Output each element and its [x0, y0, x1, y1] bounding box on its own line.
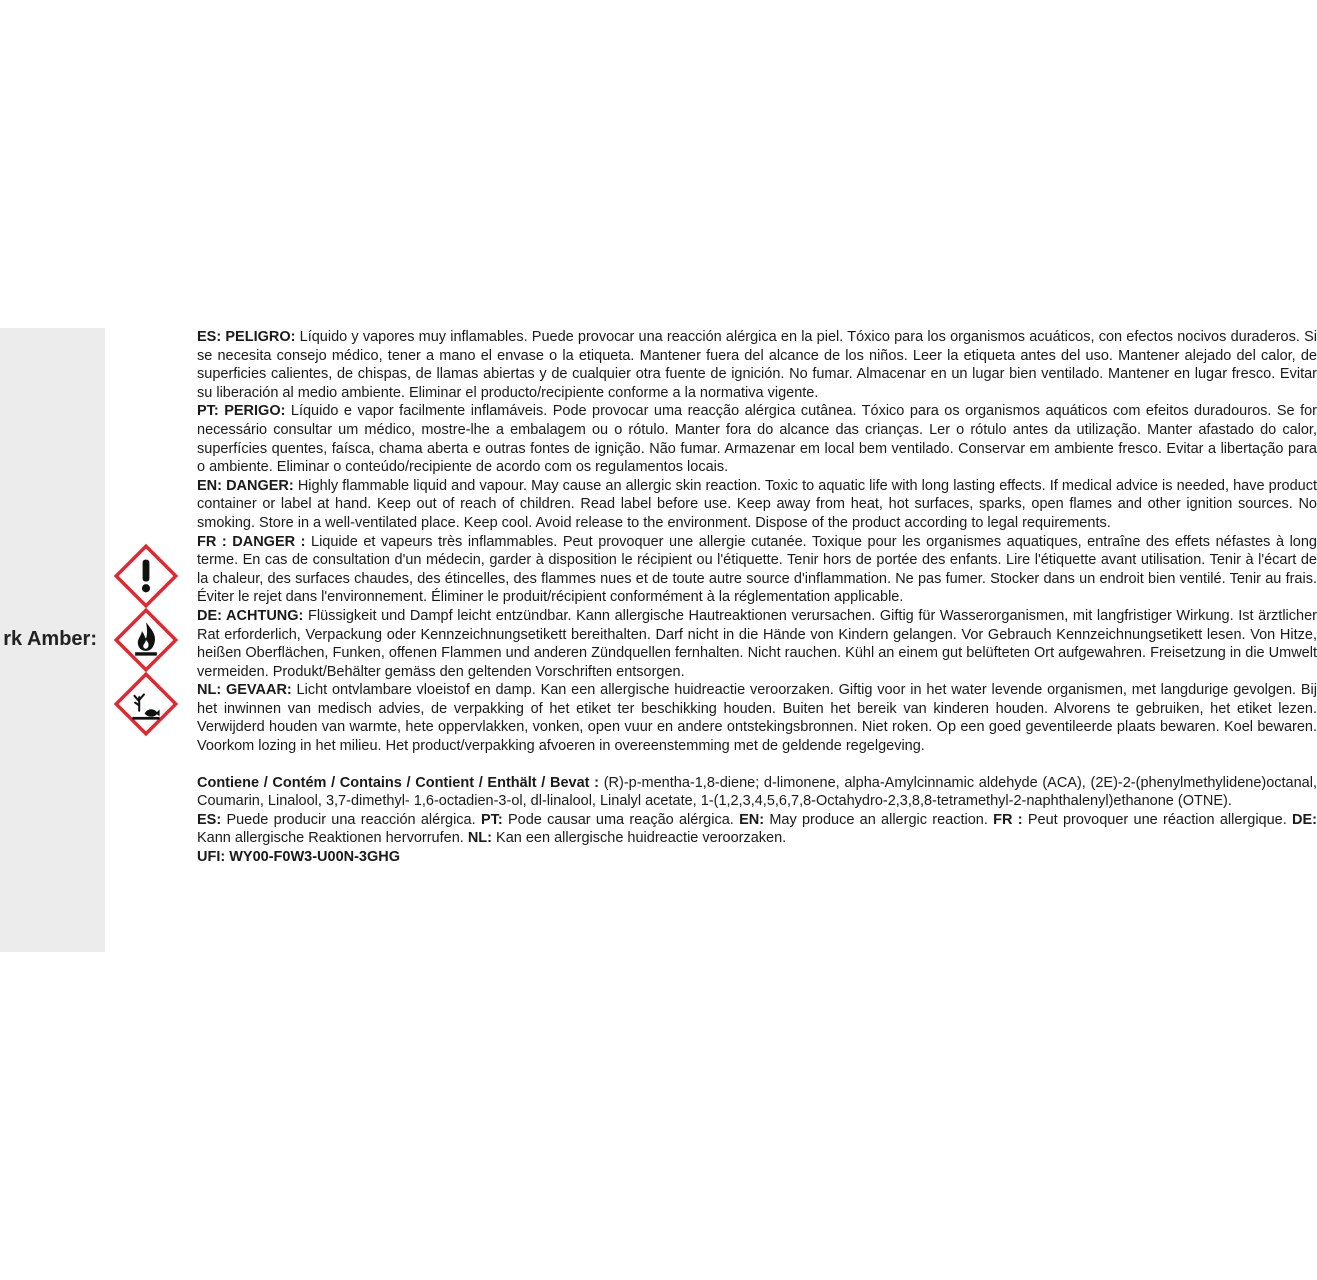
allergy-tag: ES: [197, 811, 222, 828]
warning-tag: FR : DANGER : [197, 533, 306, 550]
warning-nl [197, 681, 1317, 755]
contains-text: (R)-p-mentha-1,8-diene; d-limonene, alpha-Amylcinnamic aldehyde (ACA), (2E)-2-(phenylmethylidene)octanal, Coumarin, Linalool, 3,7-dimethyl- 1,6-octadien-3-ol, dl-linalool, Linalyl acetate, 1-(1,2,3,4,5,6,7,8-Octahydro-2,3,8,8-tetramethyl-2-naphthalenyl)ethanone (OTNE). [197, 774, 1317, 810]
warning-es [197, 328, 1317, 402]
allergy-tag: EN: [739, 811, 765, 828]
allergy-text: Kann allergische Reaktionen hervorrufen. [197, 830, 468, 847]
warning-de [197, 607, 1317, 681]
ghs-pictograms [112, 542, 182, 734]
allergy-tag: NL: [467, 830, 492, 847]
allergy-block [197, 811, 1317, 848]
contains-block [197, 774, 1317, 811]
allergy-text: Kan een allergische huidreactie veroorzaken. [492, 830, 787, 847]
warning-text: Liquide et vapeurs très inflammables. Peut provoquer une allergie cutanée. Toxique pour les organismes aquatiques, entraîne des effets néfastes à long terme. En cas de consultation d'un médecin, garder à disposition le récipient ou l'étiquette. Tenir hors de portée des enfants. Lire l'étiquette avant utilisation. Tenir à l'écart de la chaleur, des surfaces chaudes, des étincelles, des flammes nues et de toute autre source d'inflammation. Ne pas fumer. Stocker dans un endroit bien ventilé. Tenir au frais. Éviter le rejet dans l'environnement. Éliminer le produit/récipient conformément à la réglementation applicable. [197, 533, 1317, 606]
warning-tag: PT: PERIGO: [197, 403, 286, 420]
flame-icon [112, 606, 180, 674]
allergy-text: Puede producir una reacción alérgica. [221, 811, 481, 828]
allergy-tag: FR : [993, 811, 1023, 828]
ufi-code: UFI: WY00-F0W3-U00N-3GHG [197, 849, 401, 866]
warning-text: Highly flammable liquid and vapour. May cause an allergic skin reaction. Toxic to aquatic life with long lasting effects. If medical advice is needed, have product container or label at hand. Keep out of reach of children. Read label before use. Keep away from heat, hot surfaces, sparks, open flames and other ignition sources. No smoking. Store in a well-ventilated place. Keep cool. Avoid release to the environment. Dispose of the product according to legal requirements. [197, 477, 1317, 531]
warning-tag: DE: ACHTUNG: [197, 607, 304, 624]
exclamation-mark-icon [112, 542, 180, 610]
environment-icon [112, 670, 180, 738]
spacer [197, 756, 1317, 774]
warning-en [197, 477, 1317, 533]
warning-text: Líquido y vapores muy inflamables. Puede provocar una reacción alérgica en la piel. Tóxico para los organismos acuáticos, con efectos nocivos duraderos. Si se necesita consejo médico, tener a mano el envase o la etiqueta. Mantener fuera del alcance de los niños. Leer la etiqueta antes del uso. Mantener alejado del calor, de superficies calientes, de chispas, de llamas abiertas y de cualquier otra fuente de ignición. No fumar. Almacenar en un lugar bien ventilado. Mantener en lugar fresco. Evitar su liberación al medio ambiente. Eliminar el producto/recipiente conforme a la normativa vigente. [197, 329, 1317, 401]
warning-text: Líquido e vapor facilmente inflamáveis. Pode provocar uma reacção alérgica cutânea. Tóxico para os organismos aquáticos com efeitos duradouros. Se for necessário consultar um médico, mostre-lhe a embalagem ou o rótulo. Manter fora do alcance das crianças. Ler o rótulo antes da utilização. Manter afastado do calor, superfícies quentes, faísca, chama aberta e outras fontes de ignição. Não fumar. Armazenar em local bem ventilado. Conservar em ambiente fresco. Evitar a libertação para o ambiente. Eliminar o conteúdo/recipiente de acordo com os regulamentos locais. [197, 403, 1317, 476]
warning-pt [197, 402, 1317, 476]
product-name: rk Amber: [3, 628, 97, 650]
warning-tag: EN: DANGER: [197, 477, 294, 494]
allergy-text: Peut provoquer une réaction allergique. [1022, 811, 1293, 828]
warning-fr [197, 533, 1317, 607]
warning-text: Flüssigkeit und Dampf leicht entzündbar. Kann allergische Hautreaktionen verursachen. Giftig für Wasserorganismen, mit langfristiger Wirkung. Ist ärztlicher Rat erforderlich, Verpackung oder Kennzeichnungsetikett bereithalten. Darf nicht in die Hände von Kindern gelangen. Vor Gebrauch Kennzeichnungsetikett lesen. Von Hitze, heißen Oberflächen, Funken, offenen Flammen und anderen Zündquellen fernhalten. Nicht rauchen. Kühl an einem gut belüfteten Ort aufgewahren. Freisetzung in die Umwelt vermeiden. Produkt/Behälter gemäss den geltenden Vorschriften entsorgen. [197, 607, 1317, 680]
warning-tag: NL: GEVAAR: [197, 682, 292, 699]
warning-text: Licht ontvlambare vloeistof en damp. Kan een allergische huidreactie veroorzaken. Giftig voor in het water levende organismen, met langdurige gevolgen. Bij het inwinnen van medisch advies, de verpakking of het etiket ter beschikking houden. Buiten het bereik van kinderen houden. Alvorens te gebruiken, het etiket lezen. Verwijderd houden van warmte, hete oppervlakken, vonken, open vuur en andere ontstekingsbronnen. Niet roken. Op een goed geventileerde plaats bewaren. Koel bewaren. Voorkom lozing in het milieu. Het product/verpakking afvoeren in overeenstemming met de geldende regelgeving. [197, 682, 1317, 755]
warning-tag: ES: PELIGRO: [197, 329, 296, 345]
allergy-tag: DE: [1292, 811, 1317, 828]
allergy-tag: PT: [480, 811, 503, 828]
contains-tag: Contiene / Contém / Contains / Contient / Enthält / Bevat : [197, 774, 599, 791]
allergy-text: May produce an allergic reaction. [764, 811, 994, 828]
allergy-text: Pode causar uma reação alérgica. [502, 811, 740, 828]
product-label [0, 328, 1317, 952]
side-panel [0, 328, 105, 952]
label-text [197, 328, 1317, 867]
